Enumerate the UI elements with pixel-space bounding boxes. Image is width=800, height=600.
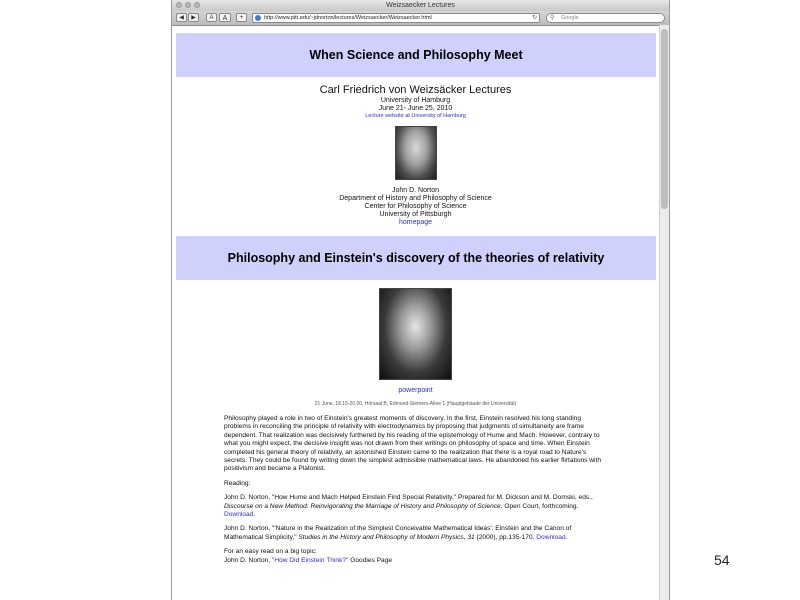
university-name: University of Hamburg <box>380 97 451 104</box>
goodies-link[interactable]: "How Did Einstein Think?" <box>272 556 349 564</box>
page-content <box>172 25 659 600</box>
goodies-line <box>224 557 608 565</box>
department-name: Department of History and Philosophy of Science <box>339 195 492 202</box>
reload-icon[interactable]: ↻ <box>531 15 537 21</box>
vertical-scrollbar[interactable] <box>659 25 669 600</box>
reference-2-download-link[interactable]: Download. <box>536 533 568 541</box>
search-icon: ⚲ <box>550 15 555 21</box>
banner-talk-title: Philosophy and Einstein's discovery of the theories of relativity <box>176 236 656 280</box>
university-pitt: University of Pittsburgh <box>379 211 452 218</box>
window-controls <box>176 2 200 8</box>
search-input[interactable] <box>546 13 665 23</box>
banner-title: When Science and Philosophy Meet <box>176 33 656 77</box>
author-photo <box>395 126 437 180</box>
back-button[interactable]: ◀ <box>176 13 187 22</box>
close-window-icon[interactable] <box>176 2 182 8</box>
browser-toolbar <box>172 11 669 26</box>
browser-window <box>171 0 670 600</box>
scrollbar-thumb[interactable] <box>661 29 668 209</box>
center-name: Center for Philosophy of Science <box>364 203 467 210</box>
reading-label: Reading: <box>224 479 251 487</box>
einstein-photo <box>379 288 452 380</box>
goodies-author: John D. Norton, <box>224 556 273 564</box>
author-name: John D. Norton <box>391 187 440 194</box>
reference-1-publisher: Open Court, forthcoming. <box>502 502 579 510</box>
globe-icon <box>255 15 261 21</box>
title-bar <box>172 0 669 11</box>
reference-2 <box>224 525 608 542</box>
abstract <box>224 415 608 565</box>
reference-1-text: John D. Norton, "How Hume and Mach Helped Einstein Find Special Relativity," Prepared for M. Dickson and M. Domski, eds., <box>224 494 593 502</box>
abstract-paragraph: Philosophy played a role in two of Einstein's greatest moments of discovery. In the first, Einstein resolved his long standing problems in reconciling the principle of relativity with electrodynamics by proposing that judgments of simultaneity are frame dependent. That realization was decisively furthered by his reading of the epistemology of Hume and Mach. However, contrary to what you might expect, the decisive insight was not drawn from their writings on philosophy of space and time. When Einstein completed his general theory of relativity, an astonished Einstein came to the realization that there is a royal road to Nature's secrets. They could be found by writing down the simplest admissible mathematical laws. He abandoned his earlier flirtations with positivism and became a Platonist. <box>224 415 602 473</box>
reference-1-title: Discourse on a New Method: Reinvigorating the Marriage of History and Philosophy of Science. <box>224 502 503 510</box>
slide-number: 54 <box>714 552 730 568</box>
lecture-title: Carl Friedrich von Weizsäcker Lectures <box>319 84 512 96</box>
reference-2-text: John D. Norton, "'Nature in the Realization of the Simplest Conceivable Mathematical Ideas': Einstein and the Canon of Mathematical Simplicity," <box>224 525 572 541</box>
reference-2-pages: (2000), pp.135-170. <box>474 533 537 541</box>
goodies-suffix: Goodies Page <box>348 556 393 564</box>
reference-1-download-link[interactable]: Download. <box>224 511 256 519</box>
add-bookmark-button[interactable]: + <box>236 13 247 22</box>
reference-1 <box>224 494 608 519</box>
forward-button[interactable]: ▶ <box>188 13 199 22</box>
window-title: Weizsaecker Lectures <box>386 2 455 9</box>
search-placeholder: Google <box>561 15 579 21</box>
easy-read-label: For an easy read on a big topic: <box>224 548 317 556</box>
reference-2-journal: Studies in the History and Philosophy of Modern Physics, 31 <box>298 533 475 541</box>
lecture-dates: June 21- June 25, 2010 <box>378 105 453 112</box>
text-smaller-button[interactable]: A <box>206 13 217 22</box>
event-info: 21 June, 18.15-20.00, Hörsaal B, Edmund-Siemers-Allee 1 (Hauptgebäude der Universität) <box>314 401 517 407</box>
url-text: http://www.pitt.edu/~jdnorton/lectures/Weizsaecker/Weizsaecker.html <box>264 15 432 21</box>
zoom-window-icon[interactable] <box>194 2 200 8</box>
text-bigger-button[interactable]: A <box>219 13 231 22</box>
homepage-link[interactable]: homepage <box>398 219 433 226</box>
address-bar[interactable] <box>252 13 540 23</box>
minimize-window-icon[interactable] <box>185 2 191 8</box>
powerpoint-link[interactable]: powerpoint <box>398 387 433 394</box>
lecture-website-link[interactable]: Lecture website at University of Hamburg <box>365 113 466 119</box>
